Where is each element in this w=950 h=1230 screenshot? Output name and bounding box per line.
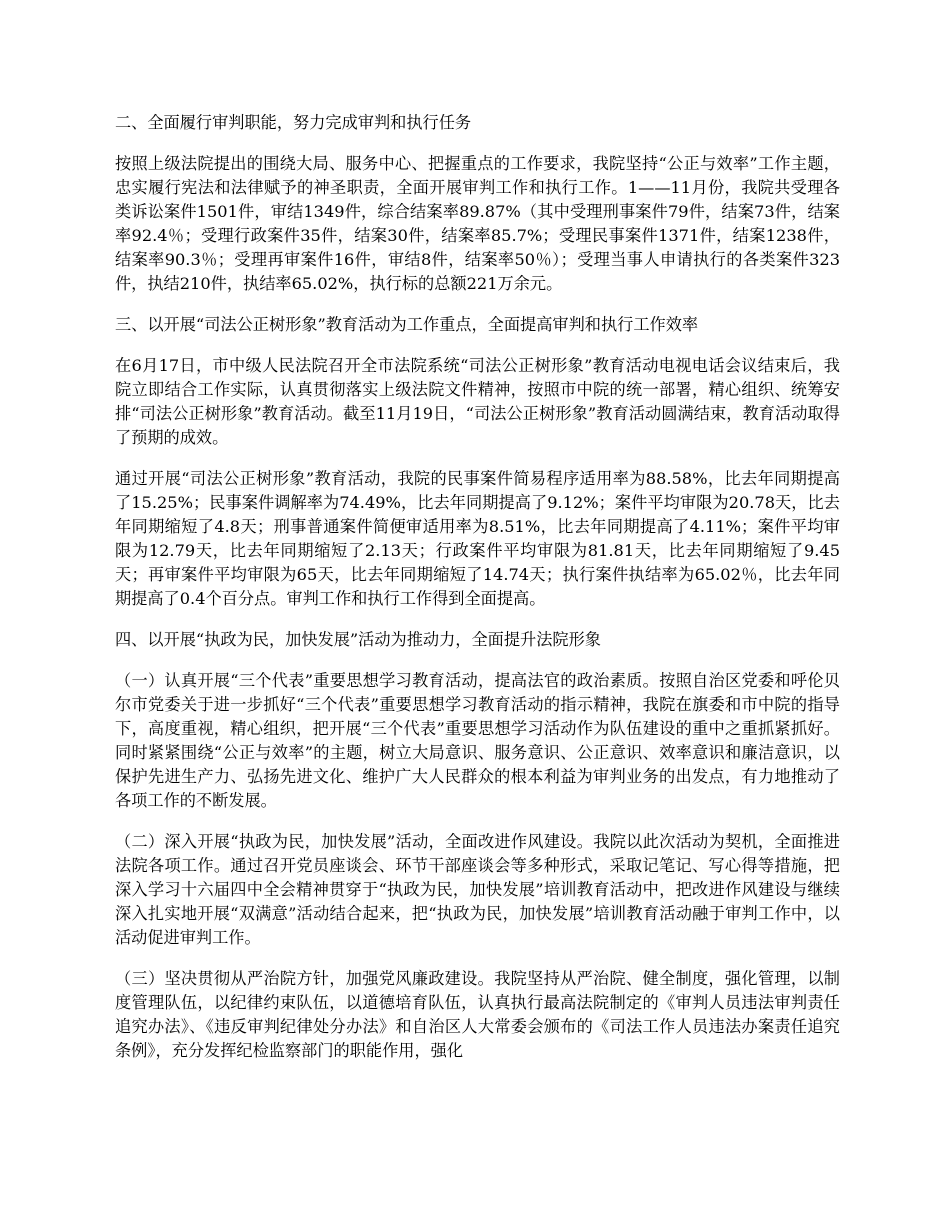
section-heading-4: 四、以开展“执政为民，加快发展”活动为推动力，全面提升法院形象: [115, 630, 601, 649]
paragraph-item-3: （三）坚决贯彻从严治院方针，加强党风廉政建设。我院坚持从严治院、健全制度，强化管理，以制度管理队伍，以纪律约束队伍，以道德培育队伍，认真执行最高法院制定的《审判人员违法审判责任追究办法》、《违反审判纪律处分办法》和自治区人大常委会颁布的《司法工作人员违法办案责任追究条例》，充分发挥纪检监察部门的职能作用，强化: [115, 969, 840, 1060]
paragraph-trial-statistics: 按照上级法院提出的围绕大局、服务中心、把握重点的工作要求，我院坚持“公正与效率”工作主题，忠实履行宪法和法律赋予的神圣职责，全面开展审判工作和执行工作。1——11月份，我院共受理各类诉讼案件1501件，审结1349件，综合结案率89.87%（其中受理刑事案件79件，结案73件，结案率92.4％；受理行政案件35件，结案30件，结案率85.7%；受理民事案件1371件，结案1238件，结案率90.3％；受理再审案件16件，审结8件，结案率50％）；受理当事人申请执行的各类案件323件，执结210件，执结率65.02%，执行标的总额221万余元。: [115, 154, 840, 293]
paragraph-item-2: （二）深入开展“执政为民，加快发展”活动，全面改进作风建设。我院以此次活动为契机，全面推进法院各项工作。通过召开党员座谈会、环节干部座谈会等多种形式，采取记笔记、写心得等措施，把深入学习十六届四中全会精神贯穿于“执政为民，加快发展”培训教育活动中，把改进作风建设与继续深入扎实地开展“双满意”活动结合起来，把“执政为民，加快发展”培训教育活动融于审判工作中，以活动促进审判工作。: [115, 832, 840, 947]
section-heading-2: 二、全面履行审判职能，努力完成审判和执行任务: [115, 113, 472, 132]
paragraph-item-1: （一）认真开展“三个代表”重要思想学习教育活动，提高法官的政治素质。按照自治区党委和呼伦贝尔市党委关于进一步抓好“三个代表”重要思想学习教育活动的指示精神，我院在旗委和市中院的指导下，高度重视，精心组织，把开展“三个代表”重要思想学习活动作为队伍建设的重中之重抓紧抓好。同时紧紧围绕“公正与效率”的主题，树立大局意识、服务意识、公正意识、效率意识和廉洁意识，以保护先进生产力、弘扬先进文化、维护广大人民群众的根本利益为审判业务的出发点，有力地推动了各项工作的不断发展。: [115, 671, 840, 810]
paragraph-education-activity: 在6月17日，市中级人民法院召开全市法院系统“司法公正树形象”教育活动电视电话会议结束后，我院立即结合工作实际，认真贯彻落实上级法院文件精神，按照市中院的统一部署，精心组织、统筹安排“司法公正树形象”教育活动。截至11月19日，“司法公正树形象”教育活动圆满结束，教育活动取得了预期的成效。: [115, 356, 840, 447]
paragraph-activity-results: 通过开展“司法公正树形象”教育活动，我院的民事案件简易程序适用率为88.58%，比去年同期提高了15.25%；民事案件调解率为74.49%，比去年同期提高了9.12%；案件平均审限为20.78天，比去年同期缩短了4.8天；刑事普通案件简便审适用率为8.51%，比去年同期提高了4.11%；案件平均审限为12.79天，比去年同期缩短了2.13天；行政案件平均审限为81.81天，比去年同期缩短了9.45天；再审案件平均审限为65天，比去年同期缩短了14.74天；执行案件执结率为65.02％，比去年同期提高了0.4个百分点。审判工作和执行工作得到全面提高。: [115, 469, 840, 608]
document-body: [115, 111, 840, 1080]
section-heading-3: 三、以开展“司法公正树形象”教育活动为工作重点，全面提高审判和执行工作效率: [115, 315, 699, 334]
